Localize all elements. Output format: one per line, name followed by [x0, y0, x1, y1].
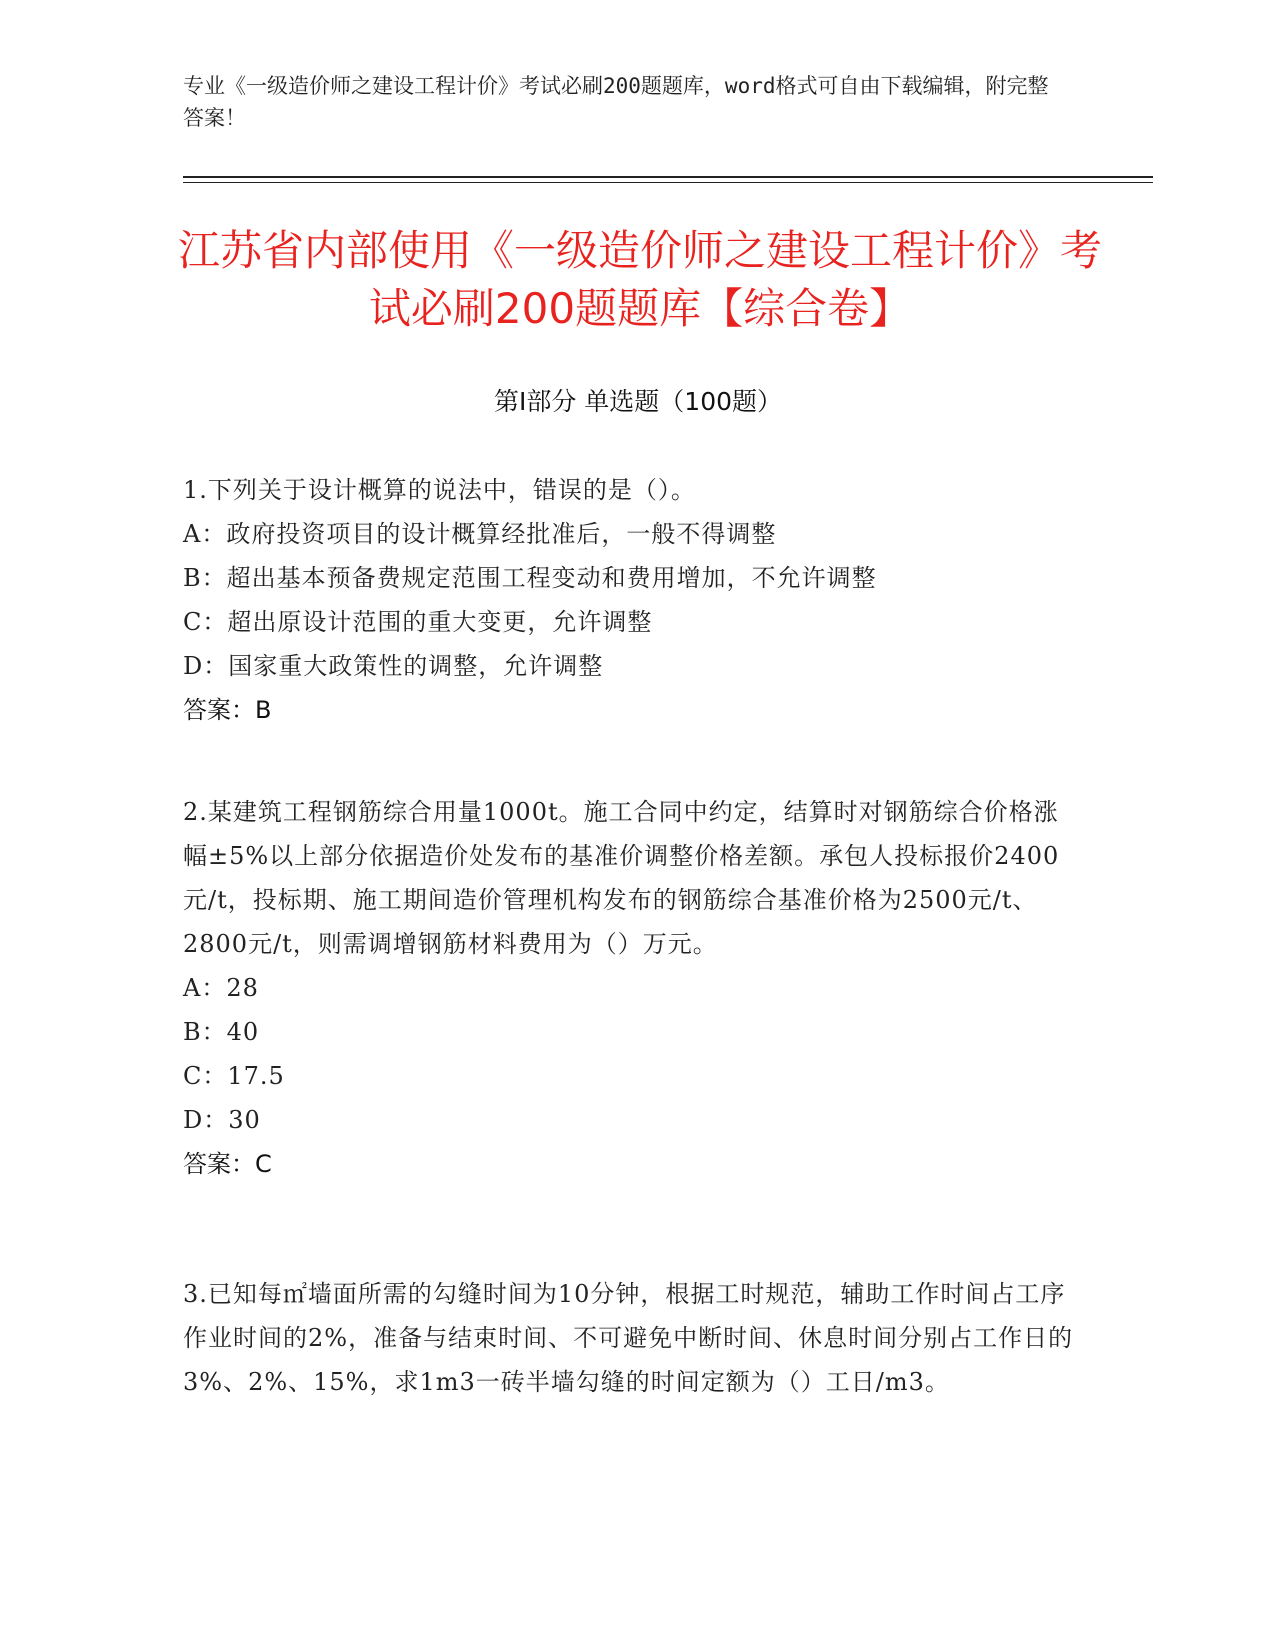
option-c: C：超出原设计范围的重大变更，允许调整 — [183, 608, 653, 636]
question-stem: 2.某建筑工程钢筋综合用量1000t。施工合同中约定，结算时对钢筋综合价格涨幅±5%以上部分依据造价处发布的基准价调整价格差额。承包人投标报价2400元/t，投标期、施工期间造价管理机构发布的钢筋综合基准价格为2500元/t、2800元/t，则需调增钢筋材料费用为（）万元。 — [183, 798, 1060, 958]
section-heading: 第I部分 单选题（100题） — [493, 387, 783, 416]
question-3 — [183, 1272, 1083, 1404]
header-divider-thick — [183, 176, 1153, 178]
question-stem: 3.已知每㎡墙面所需的勾缝时间为10分钟，根据工时规范，辅助工作时间占工序作业时间的2%，准备与结束时间、不可避免中断时间、休息时间分别占工作日的3%、2%、15%，求1m3一砖半墙勾缝的时间定额为（）工日/m3。 — [183, 1280, 1074, 1396]
option-c: C：17.5 — [183, 1062, 285, 1090]
answer-line: 答案：B — [183, 696, 272, 724]
header-divider-thin — [183, 182, 1153, 183]
answer-line: 答案：C — [183, 1150, 272, 1178]
option-d: D：30 — [183, 1106, 261, 1134]
option-b: B：超出基本预备费规定范围工程变动和费用增加，不允许调整 — [183, 564, 877, 592]
header-note: 专业《一级造价师之建设工程计价》考试必刷200题题库，word格式可自由下载编辑，附完整答案！ — [183, 74, 1049, 130]
question-stem: 1.下列关于设计概算的说法中，错误的是（）。 — [183, 476, 696, 504]
option-d: D：国家重大政策性的调整，允许调整 — [183, 652, 604, 680]
option-a: A：政府投资项目的设计概算经批准后，一般不得调整 — [183, 520, 777, 548]
question-1 — [183, 468, 1083, 732]
option-b: B：40 — [183, 1018, 260, 1046]
question-2 — [183, 790, 1083, 1186]
option-a: A：28 — [183, 974, 259, 1002]
document-title: 江苏省内部使用《一级造价师之建设工程计价》考试必刷200题题库【综合卷】 — [177, 226, 1102, 333]
